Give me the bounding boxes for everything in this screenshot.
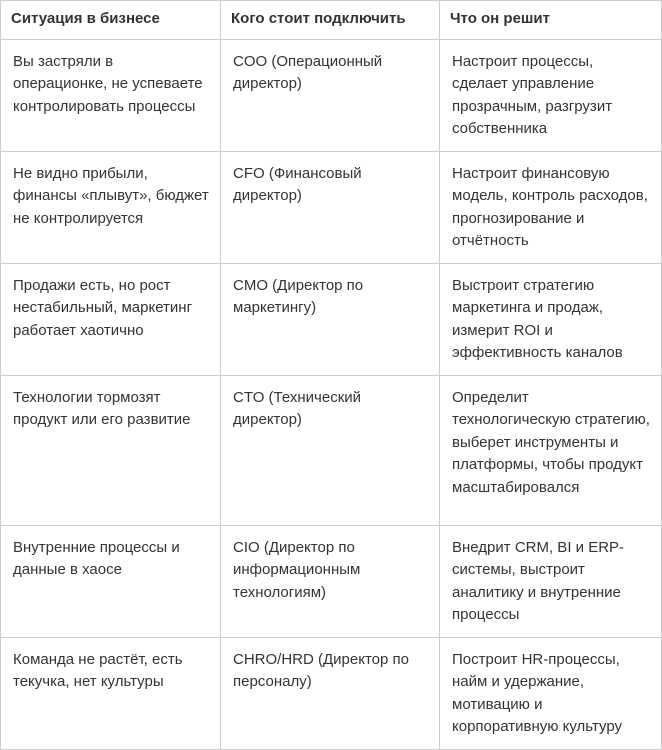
table-row — [1, 263, 662, 375]
table-row — [1, 39, 662, 151]
table-header-row — [1, 1, 662, 40]
table-row — [1, 637, 662, 749]
cell-role: CMO (Директор по маркетингу) — [221, 263, 440, 375]
cell-role: CTO (Технический директор) — [221, 375, 440, 525]
cell-role: CFO (Финансовый директор) — [221, 151, 440, 263]
cell-role: CIO (Директор по информационным технологиям) — [221, 525, 440, 637]
cell-situation: Продажи есть, но рост нестабильный, маркетинг работает хаотично — [1, 263, 221, 375]
table-row — [1, 151, 662, 263]
cell-solution: Настроит процессы, сделает управление прозрачным, разгрузит собственника — [440, 39, 662, 151]
table-row — [1, 375, 662, 525]
cell-situation: Внутренние процессы и данные в хаосе — [1, 525, 221, 637]
cell-role: CHRO/HRD (Директор по персоналу) — [221, 637, 440, 749]
cell-situation: Технологии тормозят продукт или его развитие — [1, 375, 221, 525]
cell-role: COO (Операционный директор) — [221, 39, 440, 151]
cell-solution: Построит HR-процессы, найм и удержание, мотивацию и корпоративную культуру — [440, 637, 662, 749]
cell-solution: Настроит финансовую модель, контроль расходов, прогнозирование и отчётность — [440, 151, 662, 263]
cell-solution: Определит технологическую стратегию, выберет инструменты и платформы, чтобы продукт масштабировался — [440, 375, 662, 525]
table-row — [1, 525, 662, 637]
cell-situation: Команда не растёт, есть текучка, нет культуры — [1, 637, 221, 749]
cell-solution: Выстроит стратегию маркетинга и продаж, измерит ROI и эффективность каналов — [440, 263, 662, 375]
header-situation: Ситуация в бизнесе — [1, 1, 221, 40]
cell-situation: Вы застряли в операционке, не успеваете контролировать процессы — [1, 39, 221, 151]
header-solution: Что он решит — [440, 1, 662, 40]
cell-solution: Внедрит CRM, BI и ERP-системы, выстроит аналитику и внутренние процессы — [440, 525, 662, 637]
cell-situation: Не видно прибыли, финансы «плывут», бюджет не контролируется — [1, 151, 221, 263]
header-role: Кого стоит подключить — [221, 1, 440, 40]
